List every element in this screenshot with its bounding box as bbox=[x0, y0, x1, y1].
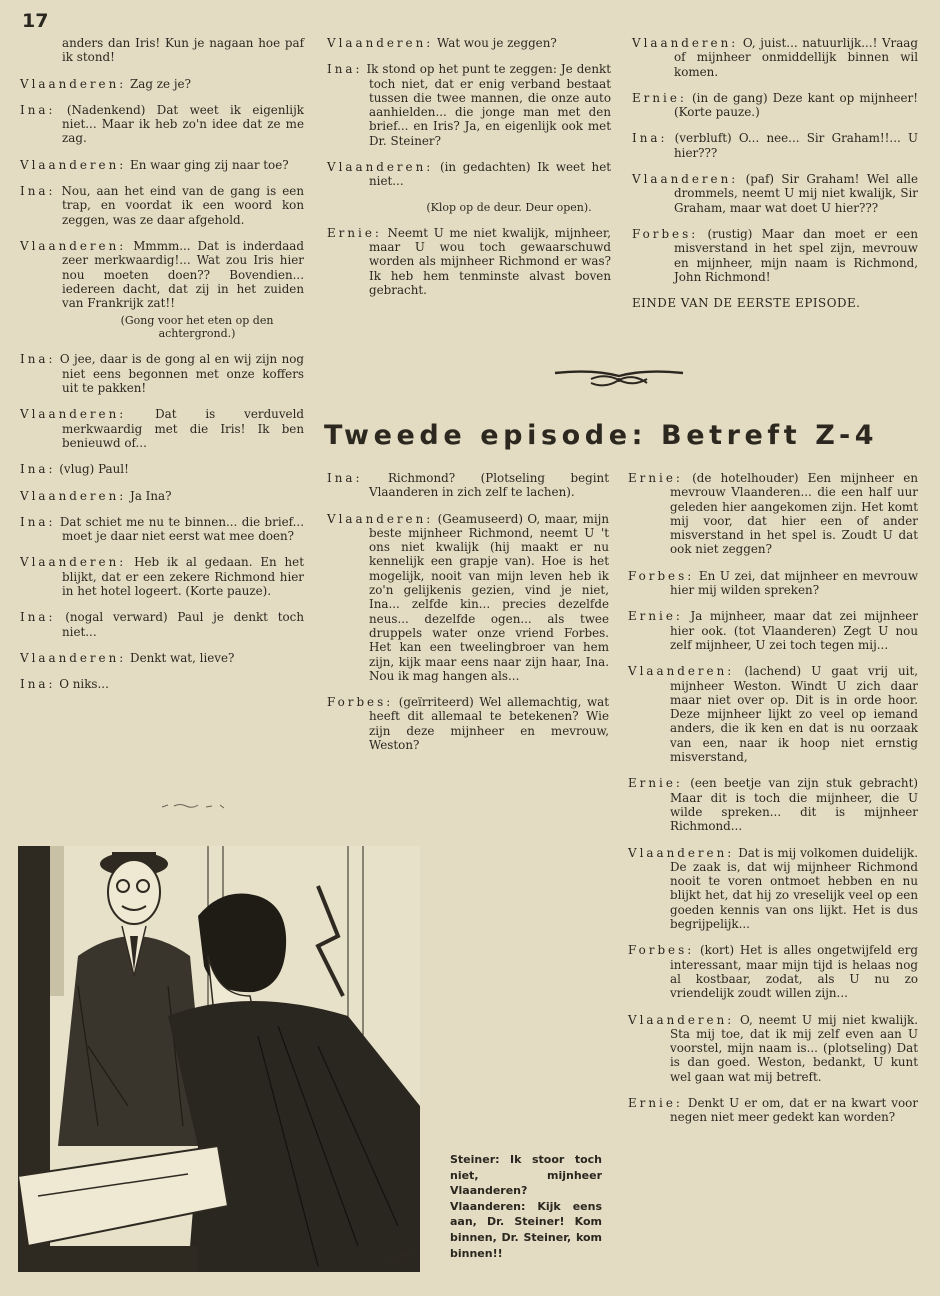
dialogue-line bbox=[327, 226, 611, 297]
speaker-name: Vlaanderen: bbox=[327, 36, 434, 50]
dialogue-line bbox=[628, 1096, 918, 1125]
speaker-name: Forbes: bbox=[628, 943, 695, 958]
dialogue-line bbox=[327, 512, 609, 684]
speaker-name: Vlaanderen: bbox=[628, 1012, 735, 1027]
dialogue-text: Denkt U er om, dat er na kwart voor negen niet meer gedekt kan worden? bbox=[670, 1095, 918, 1125]
illustration bbox=[18, 846, 420, 1272]
speaker-name: Ina: bbox=[632, 131, 668, 146]
dialogue-text: En waar ging zij naar toe? bbox=[130, 157, 289, 172]
dialogue-text: Heb ik al gedaan. En het blijkt, dat er een zekere Richmond hier in het hotel logeert. (Korte pauze). bbox=[62, 555, 304, 599]
speaker-name: Ernie: bbox=[628, 471, 683, 485]
speaker-name: Forbes: bbox=[628, 568, 695, 583]
speaker-name: Vlaanderen: bbox=[20, 76, 127, 91]
speaker-name: Vlaanderen: bbox=[20, 650, 127, 665]
dialogue-line bbox=[628, 776, 918, 833]
stage-direction: (Gong voor het eten op den achtergrond.) bbox=[120, 314, 274, 341]
dialogue-text: (lachend) U gaat vrij uit, mijnheer Weston. Windt U zich daar maar niet over op. Dit is in orde hoor. Deze mijnheer lijkt zo veel op iemand anders, die ik ken en dat is nu oorzaak van een, naar ik hoop niet ernstig misverstand, bbox=[670, 664, 918, 765]
dialogue-line bbox=[327, 62, 611, 148]
dialogue-text: Nou, aan het eind van de gang is een trap, en voordat ik een woord kon zeggen, was ze daar afgehold. bbox=[61, 184, 304, 227]
dialogue-line bbox=[20, 462, 304, 476]
column-middle bbox=[327, 36, 611, 309]
dialogue-text: Zag ze je? bbox=[130, 76, 191, 91]
speaker-name: Vlaanderen: bbox=[20, 238, 127, 253]
dialogue-text: (nogal verward) Paul je denkt toch niet... bbox=[62, 610, 304, 639]
dialogue-line bbox=[20, 489, 304, 503]
artist-signature: LEEB bbox=[386, 1249, 414, 1265]
dialogue-line bbox=[20, 651, 304, 665]
scribble-mark bbox=[160, 800, 230, 812]
dialogue-text: Dat is verduveld merkwaardig met die Iris! Ik ben benieuwd of... bbox=[62, 407, 305, 450]
dialogue-line bbox=[632, 91, 918, 120]
dialogue-line bbox=[632, 227, 918, 284]
speaker-name: Ernie: bbox=[632, 90, 687, 105]
dialogue-text: Ja Ina? bbox=[130, 488, 172, 503]
dialogue-line bbox=[628, 1013, 918, 1084]
dialogue-line bbox=[632, 36, 918, 79]
dialogue-continuation: anders dan Iris! Kun je nagaan hoe paf ik stond! bbox=[62, 36, 304, 65]
dialogue-line bbox=[628, 943, 918, 1000]
dialogue-text: O jee, daar is de gong al en wij zijn nog niet eens begonnen met onze koffers uit te pakken! bbox=[59, 352, 304, 396]
speaker-name: Vlaanderen: bbox=[20, 407, 127, 422]
dialogue-line bbox=[20, 677, 304, 691]
illustration-caption: Steiner: Ik stoor toch niet, mijnheer Vlaanderen? Vlaanderen: Kijk eens aan, Dr. Steiner! Kom binnen, Dr. Steiner, kom binnen!! bbox=[450, 1153, 602, 1260]
speaker-name: Ina: bbox=[20, 514, 56, 529]
dialogue-text: Wat wou je zeggen? bbox=[437, 36, 557, 50]
speaker-name: Ina: bbox=[327, 62, 363, 77]
dialogue-line bbox=[327, 160, 611, 189]
dialogue-text: O, juist... natuurlijk...! Vraag of mijnheer onmiddellijk binnen wil komen. bbox=[674, 36, 919, 79]
dialogue-text: Dat is mij volkomen duidelijk. De zaak is, dat wij mijnheer Richmond nooit te voren ontmoet hebben en nu blijkt het, dat hij zo vreselijk veel op een goeden kennis van ons lijkt. Het is dus begrijpelijk... bbox=[670, 845, 919, 932]
speaker-name: Vlaanderen: bbox=[327, 160, 434, 175]
dialogue-text: O niks... bbox=[59, 677, 109, 692]
speaker-name: Ernie: bbox=[628, 609, 683, 624]
column-right bbox=[632, 36, 918, 322]
speaker-name: Ina: bbox=[20, 102, 56, 117]
dialogue-line bbox=[327, 695, 609, 752]
speaker-name: Ernie: bbox=[628, 776, 683, 791]
dialogue-text: (een beetje van zijn stuk gebracht) Maar dit is toch die mijnheer, die U wilde spreken... dit is mijnheer Richmond... bbox=[670, 776, 918, 834]
speaker-name: Ernie: bbox=[628, 1095, 683, 1110]
dialogue-line bbox=[628, 664, 918, 764]
dialogue-text: (de hotelhouder) Een mijnheer en mevrouw Vlaanderen... die een half uur geleden hier aangekomen zijn. Het komt mij voor, dat hier een of ander misverstand in het spel is. Zoudt U dat ook niet zeggen? bbox=[670, 471, 919, 557]
dialogue-text: (in gedachten) Ik weet het niet... bbox=[369, 160, 612, 189]
dialogue-text: Ik stond op het punt te zeggen: Je denkt toch niet, dat er enig verband bestaat tussen die twee mannen, die onze auto aanhielden... die jonge man met den brief... en Iris? Ja, en eigenlijk ook met Dr. Steiner? bbox=[366, 62, 611, 148]
dialogue-line bbox=[20, 184, 304, 227]
episode-end-note: EINDE VAN DE EERSTE EPISODE. bbox=[632, 296, 861, 311]
speaker-name: Forbes: bbox=[327, 695, 394, 710]
dialogue-line bbox=[20, 407, 304, 450]
dialogue-line bbox=[628, 609, 918, 652]
page-number: 17 bbox=[22, 10, 49, 32]
dialogue-text: O, neemt U mij niet kwalijk. Sta mij toe, dat ik mij zelf even aan U voorstel, mijn naam is... (plotseling) Dat is dan goed. Weston, bedankt, U kunt wel gaan wat mij betreft. bbox=[670, 1012, 918, 1084]
dialogue-text: Ja mijnheer, maar dat zei mijnheer hier ook. (tot Vlaanderen) Zegt U nou zelf mijnheer, U zei toch tegen mij... bbox=[670, 609, 918, 652]
dialogue-line bbox=[20, 610, 304, 639]
dialogue-line bbox=[327, 36, 611, 50]
dialogue-line bbox=[20, 239, 304, 310]
speaker-name: Vlaanderen: bbox=[632, 36, 739, 50]
dialogue-text: (vlug) Paul! bbox=[59, 462, 129, 477]
dialogue-line bbox=[20, 103, 304, 146]
dialogue-line bbox=[327, 471, 609, 500]
dialogue-text: Denkt wat, lieve? bbox=[130, 650, 235, 665]
speaker-name: Ina: bbox=[20, 610, 56, 625]
speaker-name: Ina: bbox=[20, 184, 56, 199]
dialogue-line bbox=[628, 471, 918, 557]
dialogue-text: (verbluft) O... nee... Sir Graham!!... U hier??? bbox=[674, 131, 919, 160]
speaker-name: Vlaanderen: bbox=[327, 511, 434, 526]
column-episode2-right bbox=[628, 471, 918, 1137]
dialogue-line bbox=[628, 569, 918, 598]
dialogue-text: (kort) Het is alles ongetwijfeld erg interessant, maar mijn tijd is helaas nog al kostbaar, zodat, als U nu zo vriendelijk zoudt willen zijn... bbox=[670, 943, 918, 1001]
column-left bbox=[20, 36, 304, 704]
dialogue-text: (paf) Sir Graham! Wel alle drommels, neemt U mij niet kwalijk, Sir Graham, maar wat doet U hier??? bbox=[674, 172, 919, 215]
speaker-name: Vlaanderen: bbox=[632, 172, 739, 187]
dialogue-text: (geïrriteerd) Wel allemachtig, wat heeft dit allemaal te betekenen? Wie zijn deze mijnheer en mevrouw, Weston? bbox=[369, 695, 609, 753]
speaker-name: Ina: bbox=[327, 471, 363, 485]
dialogue-text: En U zei, dat mijnheer en mevrouw hier mij wilden spreken? bbox=[670, 568, 918, 598]
dialogue-line bbox=[632, 131, 918, 160]
column-episode2-left bbox=[327, 471, 609, 764]
speaker-name: Ina: bbox=[20, 352, 56, 367]
dialogue-text: (in de gang) Deze kant op mijnheer! (Korte pauze.) bbox=[674, 90, 919, 120]
speaker-name: Vlaanderen: bbox=[20, 157, 127, 172]
dialogue-line bbox=[20, 352, 304, 395]
stage-direction: (Klop op de deur. Deur open). bbox=[426, 200, 592, 214]
speaker-name: Vlaanderen: bbox=[20, 555, 127, 570]
ornament-divider bbox=[553, 367, 685, 389]
speaker-name: Ernie: bbox=[327, 225, 382, 240]
dialogue-line bbox=[20, 515, 304, 544]
dialogue-text: Dat schiet me nu te binnen... die brief... moet je daar niet eerst wat mee doen? bbox=[59, 514, 304, 544]
dialogue-text: (rustig) Maar dan moet er een misverstand in het spel zijn, mevrouw en mijnheer, mijn naam is Richmond, John Richmond! bbox=[674, 226, 918, 284]
speaker-name: Forbes: bbox=[632, 226, 699, 241]
dialogue-line bbox=[20, 158, 304, 172]
dialogue-text: (Geamuseerd) O, maar, mijn beste mijnheer Richmond, neemt U 't ons niet kwalijk (hij maakt er nu kennelijk een grapje van). Hoe is het mogelijk, nooit van mijn leven heb ik zo'n gelijkenis gezien, vind je niet, Ina... zelfde kin... precies dezelfde neus... dezelfde ogen... als twee druppels water onze vriend Forbes. Het kan een tweelingbroer van hem zijn, kijk maar eens naar zijn haar, Ina. Nou ik mag hangen als... bbox=[369, 511, 609, 683]
dialogue-text: (Nadenkend) Dat weet ik eigenlijk niet... Maar ik heb zo'n idee dat ze me zag. bbox=[62, 102, 304, 146]
dialogue-text: Mmmm... Dat is inderdaad zeer merkwaardig!... Wat zou Iris hier nou moeten doen?? Bovendien... iedereen dacht, dat zij in het zuiden van Frankrijk zat!! bbox=[62, 238, 305, 311]
dialogue-line bbox=[632, 172, 918, 215]
speaker-name: Ina: bbox=[20, 462, 56, 477]
dialogue-line bbox=[20, 77, 304, 91]
dialogue-text: Neemt U me niet kwalijk, mijnheer, maar U wou toch gewaarschuwd worden als mijnheer Richmond er was? Ik heb hem tenminste alvast boven gebracht. bbox=[369, 225, 611, 297]
episode-heading: Tweede episode: Betreft Z-4 bbox=[324, 420, 879, 451]
dialogue-text: Richmond? (Plotseling begint Vlaanderen in zich zelf te lachen). bbox=[369, 471, 609, 500]
speaker-name: Vlaanderen: bbox=[628, 845, 735, 860]
speaker-name: Vlaanderen: bbox=[20, 488, 127, 503]
speaker-name: Vlaanderen: bbox=[628, 664, 735, 679]
dialogue-line bbox=[628, 846, 918, 932]
dialogue-line bbox=[20, 555, 304, 598]
speaker-name: Ina: bbox=[20, 677, 56, 692]
